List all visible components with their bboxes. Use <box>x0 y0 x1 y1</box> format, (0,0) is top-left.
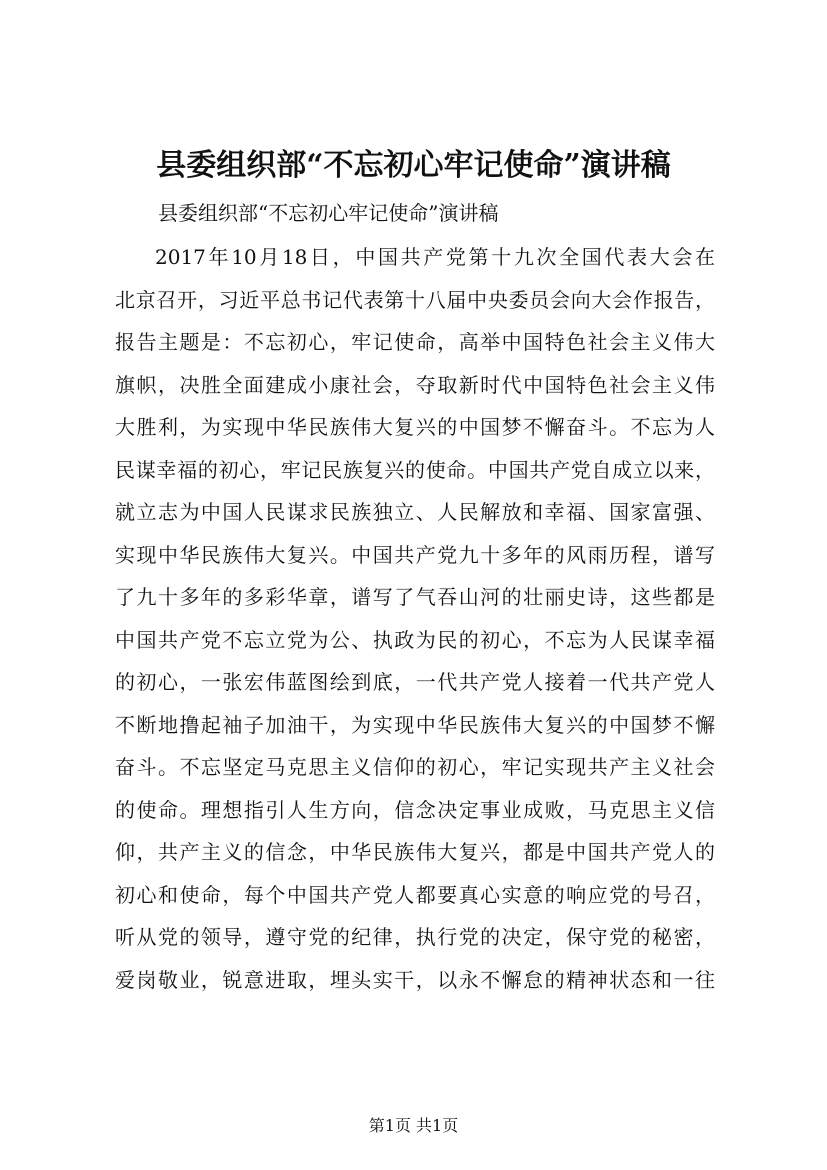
body-line: 2017年10月18日，中国共产党第十九次全国代表大会在 <box>155 245 715 269</box>
body-line: 的使命。理想指引人生方向，信念决定事业成败，马克思主义信 <box>115 797 715 822</box>
body-line: 实现中华民族伟大复兴。中国共产党九十多年的风雨历程，谱写 <box>115 542 715 567</box>
document-body <box>115 236 715 1001</box>
body-line: 不断地撸起袖子加油干，为实现中华民族伟大复兴的中国梦不懈 <box>115 712 715 737</box>
body-line: 仰，共产主义的信念，中华民族伟大复兴，都是中国共产党人的 <box>115 840 715 864</box>
body-line: 初心和使命，每个中国共产党人都要真心实意的响应党的号召， <box>115 882 715 907</box>
body-line: 爱岗敬业，锐意进取，埋头实干，以永不懈怠的精神状态和一往 <box>115 967 715 992</box>
body-line: 奋斗。不忘坚定马克思主义信仰的初心，牢记实现共产主义社会 <box>115 755 715 779</box>
document-subtitle: 县委组织部“不忘初心牢记使命”演讲稿 <box>158 201 499 225</box>
body-line: 旗帜，决胜全面建成小康社会，夺取新时代中国特色社会主义伟 <box>115 372 715 397</box>
page-number-footer: 第1页 共1页 <box>368 1116 459 1135</box>
body-line: 了九十多年的多彩华章，谱写了气吞山河的壮丽史诗，这些都是 <box>115 585 715 609</box>
body-line: 的初心，一张宏伟蓝图绘到底，一代共产党人接着一代共产党人 <box>115 670 715 694</box>
body-line: 听从党的领导，遵守党的纪律，执行党的决定，保守党的秘密， <box>115 925 715 949</box>
body-line: 民谋幸福的初心，牢记民族复兴的使命。中国共产党自成立以来， <box>115 457 715 482</box>
body-line: 北京召开，习近平总书记代表第十八届中央委员会向大会作报告， <box>115 287 715 312</box>
body-line: 报告主题是：不忘初心，牢记使命，高举中国特色社会主义伟大 <box>115 330 715 354</box>
body-line: 大胜利，为实现中华民族伟大复兴的中国梦不懈奋斗。不忘为人 <box>115 415 715 439</box>
body-line: 中国共产党不忘立党为公、执政为民的初心，不忘为人民谋幸福 <box>115 627 715 652</box>
document-title: 县委组织部“不忘初心牢记使命”演讲稿 <box>156 148 671 183</box>
body-line: 就立志为中国人民谋求民族独立、人民解放和幸福、国家富强、 <box>115 500 715 524</box>
